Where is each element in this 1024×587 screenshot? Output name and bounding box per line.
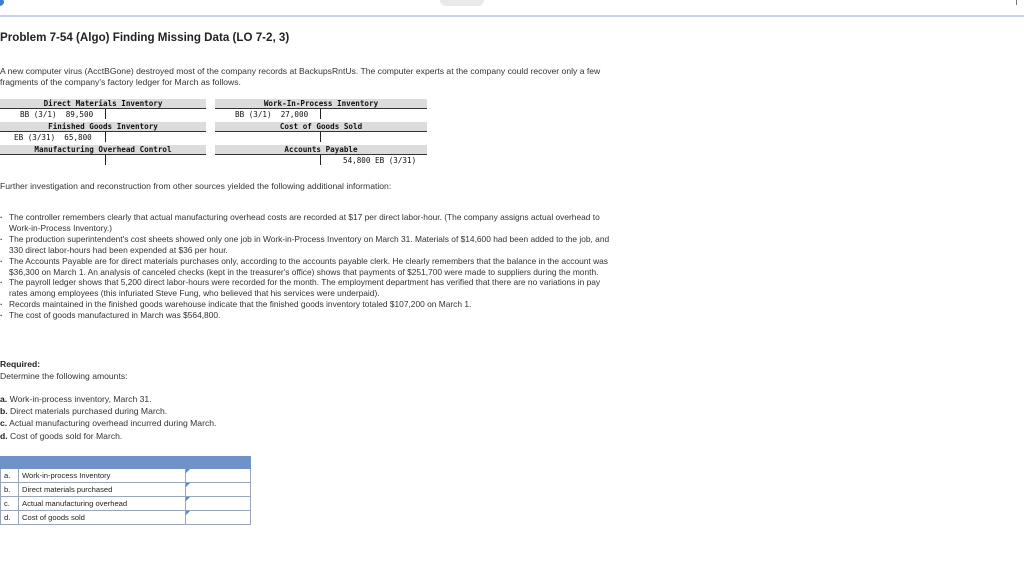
- list-item: · The controller remembers clearly that actual manufacturing overhead costs are recorded at $17 per direct labor-hour. (The company assigns actual overhead to Work-in-Process Inventory.): [0, 212, 612, 234]
- answer-input-c[interactable]: [186, 497, 250, 510]
- t-account-dmi-left: BB (3/1) 89,500: [20, 110, 94, 119]
- t-account-fgi-header: Finished Goods Inventory: [0, 122, 206, 132]
- t-account-moh-divider: [105, 155, 106, 165]
- required-item: [0, 430, 216, 442]
- t-account-wip-divider: [320, 109, 321, 119]
- info-bullet-list: [0, 212, 612, 321]
- required-item: [0, 417, 216, 429]
- further-info-text: Further investigation and reconstruction from other sources yielded the following additional information:: [0, 181, 392, 191]
- t-account-ap-right: 54,800 EB (3/31): [343, 156, 417, 165]
- t-account-fgi-divider: [105, 132, 106, 142]
- t-account-ap-header: Accounts Payable: [215, 145, 427, 155]
- t-account-fgi-left: EB (3/31) 65,800: [14, 133, 92, 142]
- required-instruction: Determine the following amounts:: [0, 371, 128, 381]
- table-row: [1, 497, 251, 511]
- required-item: [0, 393, 216, 405]
- required-item-text: Actual manufacturing overhead incurred during March.: [9, 418, 217, 429]
- t-account-cogs-divider: [320, 132, 321, 142]
- answer-table: [0, 456, 251, 525]
- top-toolbar: [0, 0, 1024, 17]
- table-row: [1, 469, 251, 483]
- toolbar-marker-icon: [1016, 0, 1017, 5]
- row-label: Cost of goods sold: [19, 511, 186, 525]
- input-flag-icon: [186, 469, 190, 473]
- t-account-wip-left: BB (3/1) 27,000: [235, 110, 309, 119]
- t-account-dmi-header: Direct Materials Inventory: [0, 99, 206, 109]
- required-item-text: Cost of goods sold for March.: [10, 430, 123, 441]
- intro-paragraph: A new computer virus (AcctBGone) destroyed most of the company records at BackupsRntUs. The computer experts at the company could recover only a few fragments of the company's factory ledger for March as follows.: [0, 66, 601, 87]
- row-letter: c.: [1, 497, 19, 511]
- row-label: Direct materials purchased: [19, 483, 186, 497]
- list-item: · The Accounts Payable are for direct materials purchases only, according to the accounts payable clerk. He clearly remembers that the balance in the account was $36,300 on March 1. An analysis of canceled checks (kept in the treasurer's office) shows that payments of $251,700 were made to suppliers during the month.: [0, 256, 612, 278]
- row-label: Actual manufacturing overhead: [19, 497, 186, 511]
- table-row: [1, 483, 251, 497]
- list-item: · The cost of goods manufactured in March was $564,800.: [0, 310, 612, 321]
- problem-title: Problem 7-54 (Algo) Finding Missing Data (LO 7-2, 3): [0, 31, 290, 44]
- list-item: · The production superintendent's cost sheets showed only one job in Work-in-Process Inventory on March 31. Materials of $14,600 had been added to the job, and 330 direct labor-hours had been expended at $36 per hour.: [0, 234, 612, 256]
- answer-input-b[interactable]: [186, 483, 250, 496]
- required-item-letter: b.: [0, 406, 8, 417]
- t-account-cogs-header: Cost of Goods Sold: [215, 122, 427, 132]
- answer-table-header: [1, 457, 251, 469]
- required-item-text: Work-in-process inventory, March 31.: [9, 394, 152, 404]
- required-item-letter: d.: [0, 430, 8, 441]
- nav-circle-icon[interactable]: [0, 0, 4, 6]
- input-flag-icon: [186, 511, 190, 515]
- t-account-dmi-divider: [105, 109, 106, 119]
- list-item: · The payroll ledger shows that 5,200 direct labor-hours were recorded for the month. The employment department has verified that there are no variations in pay rates among employees (this infuriated Steve Fung, who believed that his services were underpaid).: [0, 277, 612, 299]
- input-flag-icon: [186, 483, 190, 487]
- list-item: · Records maintained in the finished goods warehouse indicate that the finished goods inventory totaled $107,200 on March 1.: [0, 299, 612, 310]
- required-item-letter: c.: [0, 418, 8, 429]
- t-account-wip-header: Work-In-Process Inventory: [215, 99, 427, 109]
- required-items: [0, 393, 216, 442]
- answer-input-d[interactable]: [186, 511, 250, 524]
- toolbar-tab[interactable]: [440, 0, 484, 6]
- table-row: [1, 511, 251, 525]
- required-item: [0, 405, 216, 417]
- row-letter: d.: [1, 511, 19, 525]
- t-account-ap-divider: [320, 155, 321, 165]
- required-item-text: Direct materials purchased during March.: [10, 406, 168, 417]
- t-account-moh-header: Manufacturing Overhead Control: [0, 145, 206, 155]
- input-flag-icon: [186, 497, 190, 501]
- required-item-letter: a.: [0, 394, 8, 404]
- required-heading: Required:: [0, 359, 41, 369]
- row-letter: b.: [1, 483, 19, 497]
- row-label: Work-in-process Inventory: [19, 469, 186, 483]
- row-letter: a.: [1, 469, 19, 483]
- answer-input-a[interactable]: [186, 469, 250, 482]
